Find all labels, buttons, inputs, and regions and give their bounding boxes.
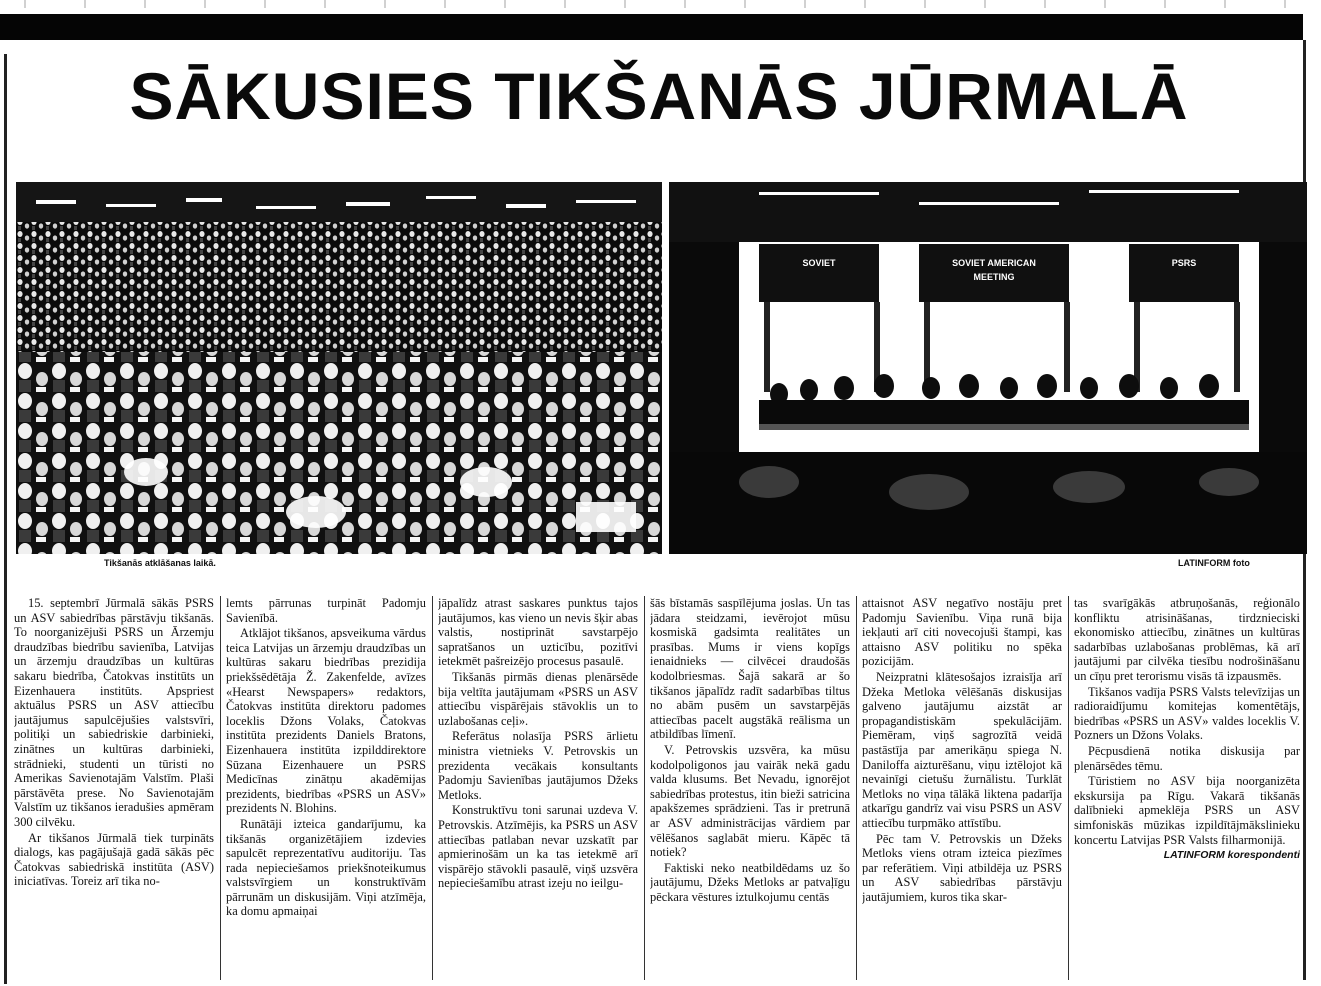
photo-caption-left: Tikšanās atklāšanas laikā. xyxy=(104,558,216,568)
article-column-6 xyxy=(1074,596,1300,980)
paragraph: Neizpratni klātesošajos izraisīja arī Džeka Metloka vēlēšanās diskusijas galveno jautājumu aizstāt ar propagandistiskām spekulācijām. Piemēram, viņš sagrozītā veidā pastāstīja par amerikāņu spiega N. Daniloffa aizturēšanu, viņu iztēlojot kā nevainīgi cietušu žurnālistu. Turklāt Metloks no viņa tālākā liktena padarīja atkarīgu gandrīz vai visu PSRS un ASV attiecību turpmāko attīstību. xyxy=(862,669,1062,830)
paragraph: lemts pārrunas turpināt Padomju Savienībā. xyxy=(226,596,426,625)
article-column-5 xyxy=(862,596,1062,980)
left-border-rule xyxy=(4,54,7,984)
paragraph: V. Petrovskis uzsvēra, ka mūsu kodolpoligonos jau vairāk nekā gadu valda klusums. Bet Nevadu, ignorējot sabiedrības protestus, itin bieži satricina apakšzemes sprādzieni. Tas ir pretrunā ar ASV administrācijas vārdiem par vēlēšanos saglabāt mieru. Kāpēc tā notiek? xyxy=(650,742,850,860)
paragraph: 15. septembrī Jūrmalā sākās PSRS un ASV sabiedrības pārstāvju tikšanās. To noorganizējuši PSRS un Ārzemju draudzības biedrību savienība, Latvijas un ārzemju draudzības un kultūras sakaru biedrība, Čatokvas institūts un Eizenhauera institūts. Apspriest aktuālus PSRS un ASV attiecību jautājumus sapulcējušies valstsvīri, politiķi un sabiedriskie darbinieki, zinātnes un kultūras darbinieki, strādnieki, studenti un tūristi no Amerikas Savienotajām Valstīm. Plaši pārstāvēta prese. No Savienotajām Valstīm uz tikšanos ieradušies apmēram 300 cilvēku. xyxy=(14,596,214,829)
paragraph: Referātus nolasīja PSRS ārlietu ministra vietnieks V. Petrovskis un prezidenta vecākais konsultants Padomju Savienības jautājumos Džeks Metloks. xyxy=(438,729,638,802)
column-divider xyxy=(1068,596,1069,980)
headline: SĀKUSIES TIKŠANĀS JŪRMALĀ xyxy=(129,59,1189,133)
banner-left-text: SOVIET xyxy=(802,258,836,268)
audience-photo-icon xyxy=(16,182,662,554)
paragraph: Ar tikšanos Jūrmalā tiek turpināts dialogs, kas pagājušajā gadā sākās pēc Čatokvas sabiedriskā institūta (ASV) iniciatīvas. Toreiz arī tika no- xyxy=(14,830,214,889)
paragraph: Faktiski neko neatbildēdams uz šo jautājumu, Džeks Metloks ar patvaļīgu pēckara vēstures iztulkojumu centās xyxy=(650,860,850,904)
paragraph: Pēc tam V. Petrovskis un Džeks Metloks viens otram izteica piezīmes par referātiem. Viņi atbildēja uz PSRS un ASV sabiedrības pārstāvju jautājumiem, kuros tika skar- xyxy=(862,831,1062,904)
paragraph: Runātāji izteica gandarījumu, ka tikšanās organizētājiem izdevies sapulcēt reprezentatīvu auditoriju. Tas rada nepieciešamos priekšnoteikumus valstsvīrgiem un konstruktīvām pārrunām un diskusijām. Viņi atzīmēja, ka domu apmaiņai xyxy=(226,816,426,919)
paragraph: jāpalīdz atrast saskares punktus tajos jautājumos, kas vieno un nevis šķir abas valstis, nostiprināt savstarpējo sapratšanos un uzticību, pozitīvi ietekmēt pašreizējo procesus pasaulē. xyxy=(438,596,638,669)
paragraph: Atklājot tikšanos, apsveikuma vārdus teica Latvijas un ārzemju draudzības un kultūras sakaru biedrības prezidija priekšsēdētāja Ž. Zakenfelde, avīzes «Hearst Newspapers» redaktors, Čatokvas institūta direktoru padomes loceklis Džons Volaks, Čatokvas institūta prezidents Daniels Bratons, Eizenhauera institūta izpilddirektore Sūzana Eizenhauere un PSRS Medicīnas zinātņu akadēmijas prezidents, biedrības «PSRS un ASV» prezidents N. Blohins. xyxy=(226,626,426,816)
photo-credit: LATINFORM foto xyxy=(1178,558,1250,568)
presidium-photo xyxy=(669,182,1307,554)
article-column-3 xyxy=(438,596,638,980)
paragraph: Pēcpusdienā notika diskusija par plenārsēdes tēmu. xyxy=(1074,743,1300,773)
banner-center-text-1: SOVIET AMERICAN xyxy=(952,258,1036,268)
article-column-1 xyxy=(14,596,214,980)
column-divider xyxy=(644,596,645,980)
column-divider xyxy=(856,596,857,980)
article-column-4 xyxy=(650,596,850,980)
article-signature: LATINFORM korespondenti xyxy=(1163,849,1300,862)
article-column-2 xyxy=(226,596,426,980)
paragraph: attaisnot ASV negatīvo nostāju pret Padomju Savienību. Viņa runā bija iekļauti arī citi novecojuši štampi, kas attaisno ASV politiku no spēka pozicijām. xyxy=(862,596,1062,669)
article-body xyxy=(14,596,1304,980)
top-black-rule xyxy=(0,14,1303,40)
paragraph: tas svarīgākās atbruņošanās, reģionālo konfliktu atrisināšanas, tirdznieciski ekonomisko attiecību, zinātnes un kultūras sadarbības uzlabošanas problēmas, kā arī jautājumi par cilvēka tiesību nodrošināšanu un cīņu pret terorismu visās tā izpausmēs. xyxy=(1074,596,1300,683)
presidium-photo-icon xyxy=(669,182,1307,554)
column-divider xyxy=(220,596,221,980)
column-divider xyxy=(432,596,433,980)
paragraph: Konstruktīvu toni sarunai uzdeva V. Petrovskis. Atzīmējis, ka PSRS un ASV attiecības patlaban nevar uzskatīt par apmierinošām un ka tas ietekmē arī vispārējo stāvokli pasaulē, viņš uzsvēra nepieciešamību atrast izeju no ieilgu- xyxy=(438,803,638,891)
top-print-noise xyxy=(0,0,1321,8)
paragraph: Tikšanos vadīja PSRS Valsts televīzijas un radioraidījumu komitejas komentētājs, biedrības «PSRS un ASV» valdes loceklis V. Pozners un Džons Volaks. xyxy=(1074,684,1300,743)
banner-right-text: PSRS xyxy=(1171,258,1197,268)
paragraph: Tikšanās pirmās dienas plenārsēde bija veltīta jautājumam «PSRS un ASV attiecību vispārējais stāvoklis un to uzlabošanas ceļi». xyxy=(438,669,638,728)
banner-center-text-2: MEETING xyxy=(973,272,1015,282)
paragraph: Tūristiem no ASV bija noorganizēta ekskursija pa Rīgu. Vakarā tikšanās dalībnieki apmeklēja PSRS un ASV simfoniskās mūzikas izpildītājmākslinieku koncertu Latvijas PSR Valsts filharmonijā. xyxy=(1074,774,1300,847)
audience-photo xyxy=(16,182,662,554)
paragraph: šās bīstamās saspīlējuma joslas. Un tas jādara steidzami, ievērojot mūsu kosmiskā gadsimta realitātes un prasības. Mums ir viens kopīgs ienaidnieks — cilvēcei draudošās kodolbriesmas. Šajā sakarā ar šo tikšanos jāpalīdz radīt sadarbības tiltus no abām pusēm un savstarpējās attiecības pacelt augstākā reālisma un atbildības līmenī. xyxy=(650,596,850,742)
